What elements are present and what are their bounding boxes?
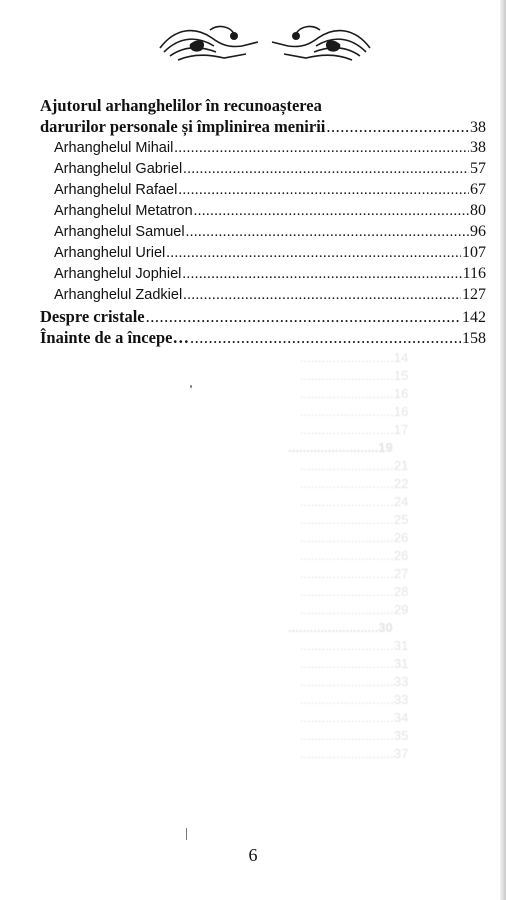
scan-mark: [186, 828, 187, 840]
page-edge: [500, 0, 506, 900]
toc-entry-page: 127: [462, 286, 486, 303]
toc-entry-title: Arhanghelul Metatron: [54, 203, 193, 219]
toc-entry-zadkiel[interactable]: [54, 285, 486, 305]
toc-entry-jophiel[interactable]: [54, 264, 486, 284]
dot-leader: [194, 201, 469, 221]
toc-heading-entry[interactable]: [40, 117, 486, 137]
toc-entry-gabriel[interactable]: [54, 159, 486, 179]
angels-ornament-icon: [150, 18, 380, 68]
dot-leader: [326, 117, 469, 137]
toc-entry-samuel[interactable]: [54, 222, 486, 242]
toc-entry-page: 67: [470, 181, 486, 198]
toc-entry-page: 116: [462, 265, 486, 282]
page-number: 6: [248, 845, 258, 865]
toc-entry-mihail[interactable]: [54, 138, 486, 158]
toc-entry-metatron[interactable]: [54, 201, 486, 221]
toc-entry-page: 107: [462, 244, 486, 261]
toc-entry-page: 96: [470, 223, 486, 240]
bleed-through-text: ..........................14 ..........................15 ..........................16 ..........................16 ..........................17 .........................19 ..........................21 ..........................22 ..........................24 ..........................25 ..........................26 ..........................26 ..........................27 ..........................28 ..........................29 .........................30 ..........................31 ..........................31 ..........................33 ..........................33 ..........................34 ..........................35 ..........................37: [288, 350, 409, 761]
toc-entry-title: Arhanghelul Uriel: [54, 245, 166, 261]
toc-heading-title-line2: darurilor personale și împlinirea menirii: [40, 117, 326, 136]
dot-leader: [183, 285, 461, 305]
dot-leader: [186, 222, 469, 242]
toc-entry-title: Arhanghelul Jophiel: [54, 266, 182, 282]
toc-entry-inainte[interactable]: [40, 328, 486, 348]
toc-entry-page: 57: [470, 160, 486, 177]
toc-heading-title-line1: Ajutorul arhanghelilor în recunoașterea: [40, 96, 322, 115]
dot-leader: [183, 159, 469, 179]
toc-entry-page: 142: [462, 309, 486, 326]
dot-leader: [174, 138, 469, 158]
toc-entry-title: Arhanghelul Rafael: [54, 182, 178, 198]
toc-entry-cristale[interactable]: [40, 307, 486, 327]
toc-entry-title: Înainte de a începe…: [40, 328, 189, 347]
toc-entry-page: 80: [470, 202, 486, 219]
dot-leader: [190, 328, 461, 348]
toc-heading-page: 38: [470, 119, 486, 136]
toc-entry-title: Arhanghelul Mihail: [54, 140, 174, 156]
dot-leader: [166, 243, 461, 263]
toc-heading-line1[interactable]: [40, 96, 486, 116]
toc-entry-uriel[interactable]: [54, 243, 486, 263]
toc-entry-title: Arhanghelul Zadkiel: [54, 287, 183, 303]
scan-speck: [190, 385, 192, 388]
dot-leader: [182, 264, 461, 284]
dot-leader: [146, 307, 461, 327]
dot-leader: [178, 180, 469, 200]
toc-entry-rafael[interactable]: [54, 180, 486, 200]
toc-entry-title: Arhanghelul Samuel: [54, 224, 185, 240]
toc-entry-page: 158: [462, 330, 486, 347]
toc-entry-page: 38: [470, 139, 486, 156]
toc-entry-title: Despre cristale: [40, 307, 145, 326]
toc-entry-title: Arhanghelul Gabriel: [54, 161, 183, 177]
